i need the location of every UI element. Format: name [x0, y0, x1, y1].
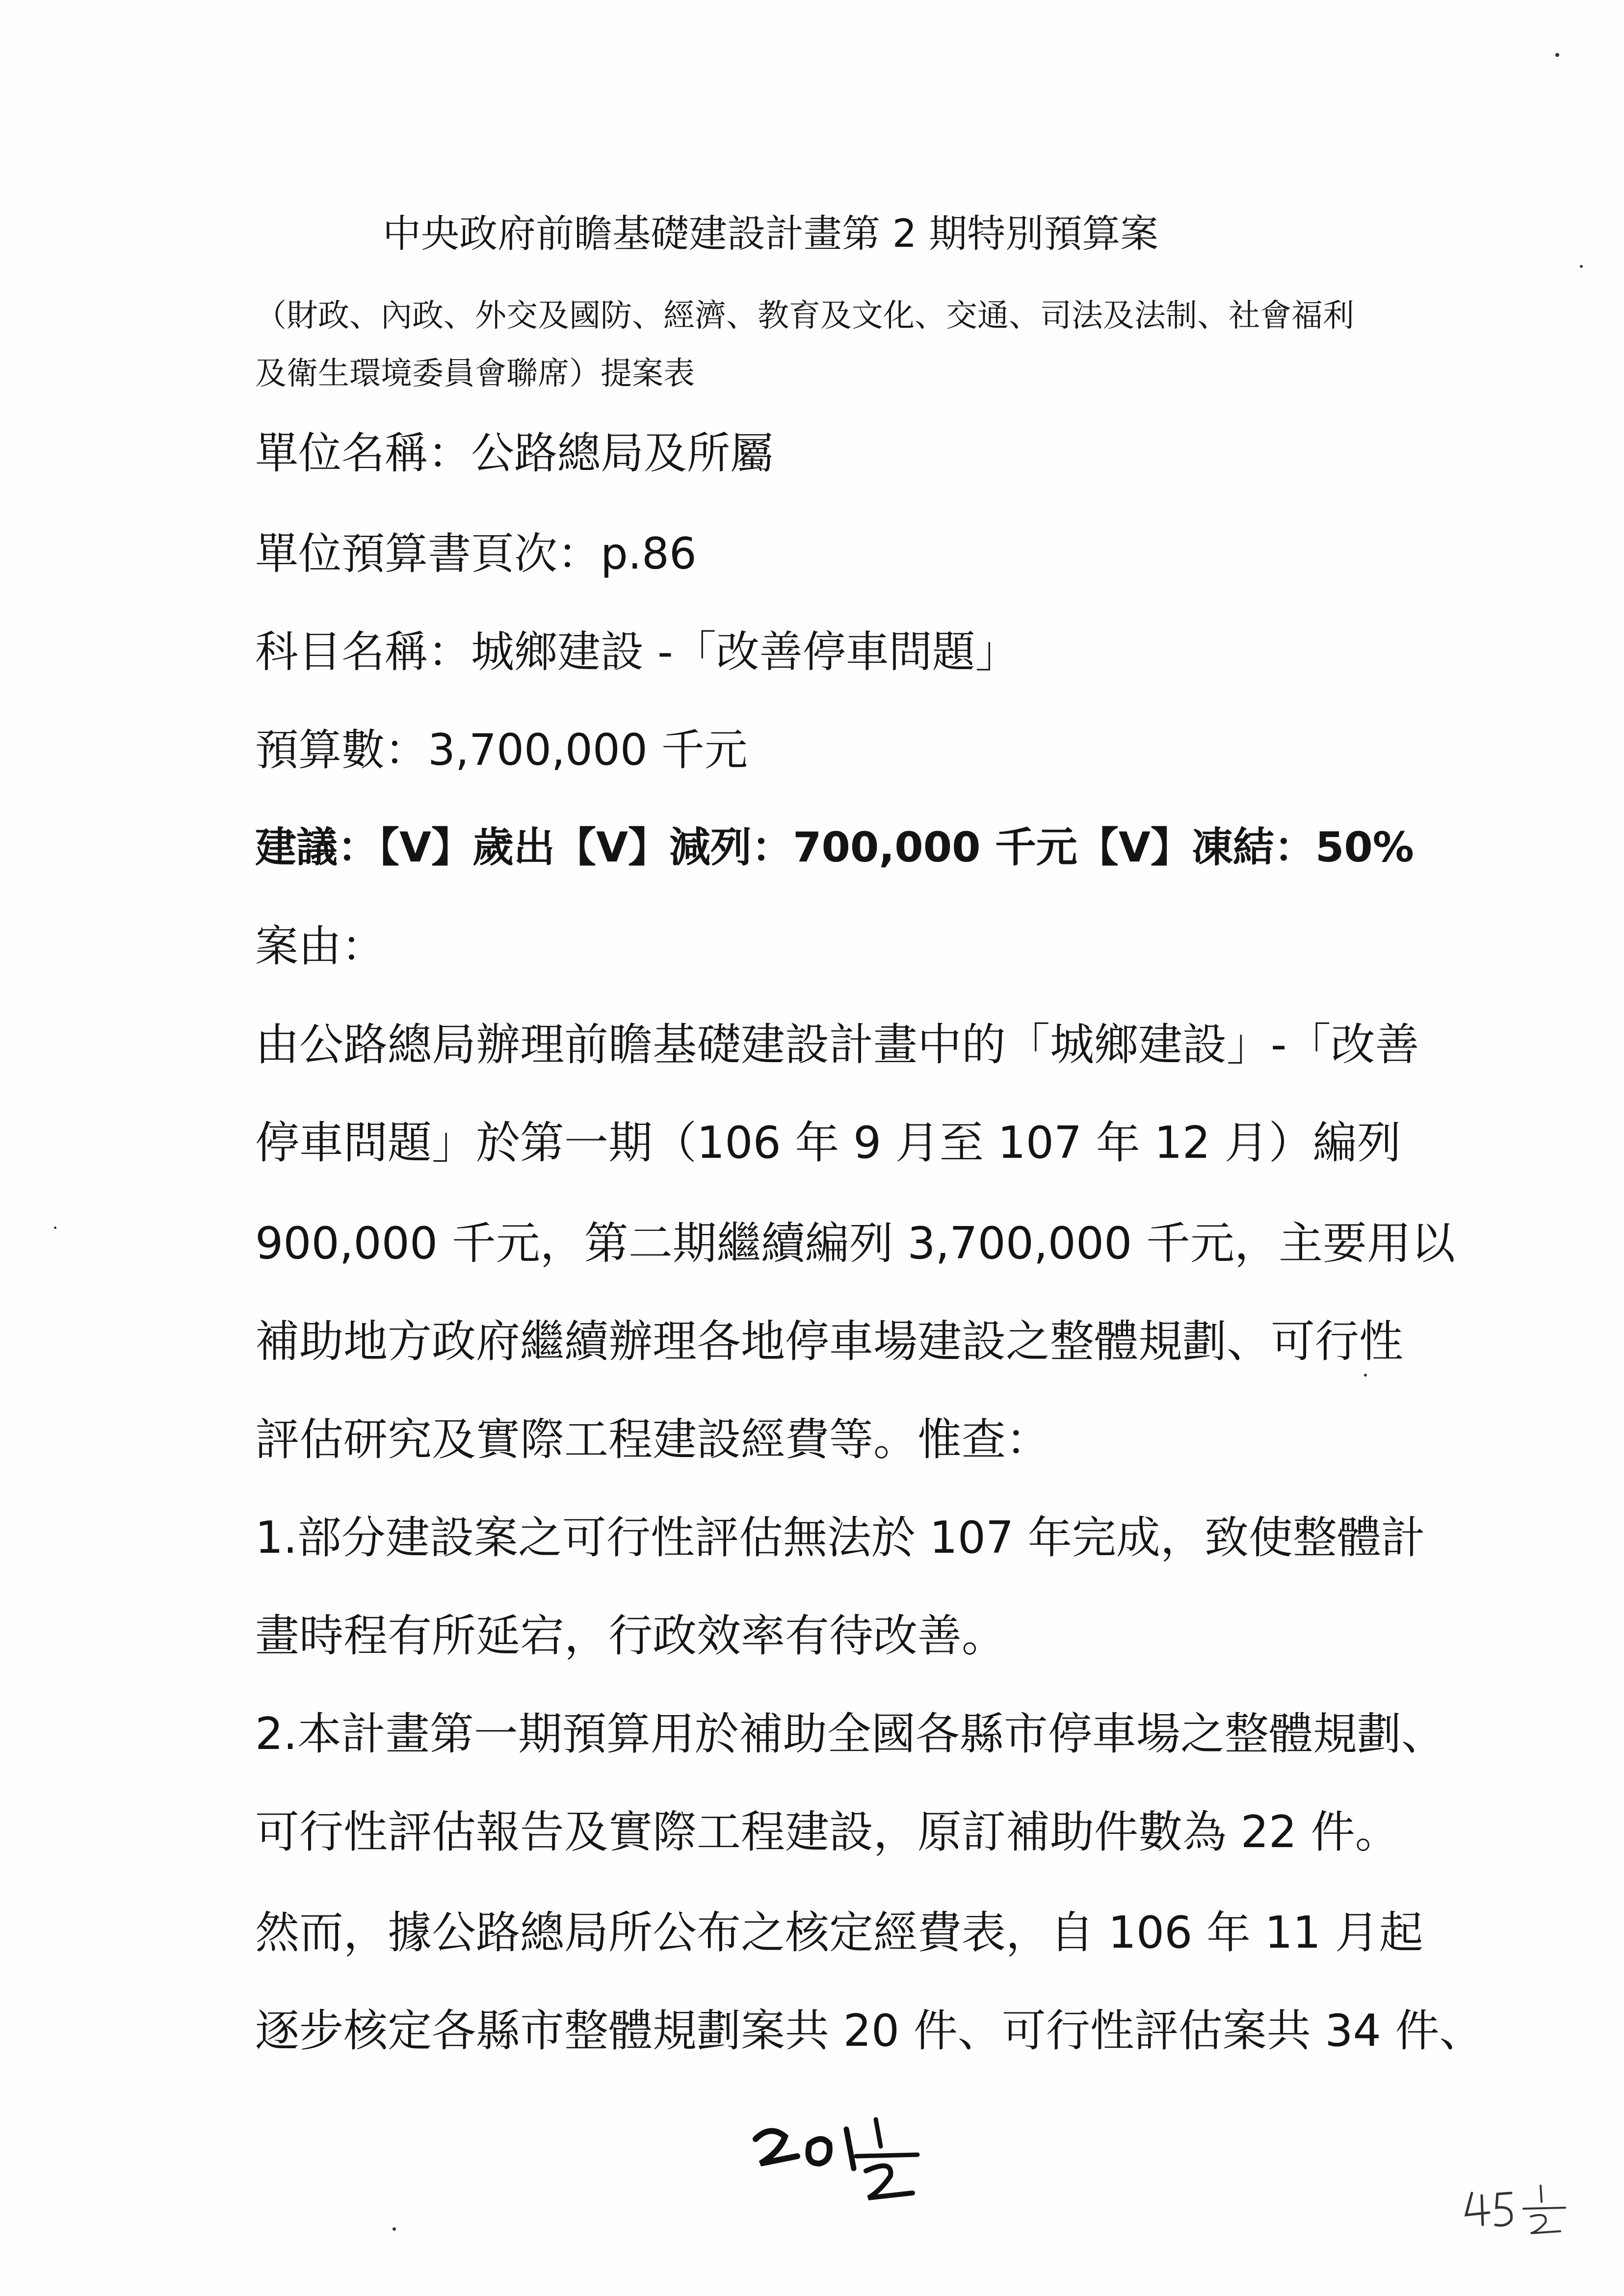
body-line: 逐步核定各縣市整體規劃案共 20 件、可行性評估案共 34 件、 [255, 2005, 1484, 2057]
body-line: 1.部分建設案之可行性評估無法於 107 年完成，致使整體計 [255, 1512, 1425, 1564]
scan-speck [1580, 265, 1583, 268]
handwritten-page-mark [1462, 2178, 1575, 2237]
committee-list-line1: （財政、內政、外交及國防、經濟、教育及文化、交通、司法及法制、社會福利 [255, 298, 1354, 334]
body-line: 2.本計畫第一期預算用於補助全國各縣市停車場之整體規劃、 [255, 1708, 1445, 1760]
body-line: 畫時程有所延宕，行政效率有待改善。 [255, 1610, 1006, 1662]
committee-list-line2: 及衛生環境委員會聯席）提案表 [255, 356, 695, 392]
handwritten-page-number [751, 2110, 937, 2208]
budget-page-field: 單位預算書頁次：p.86 [255, 528, 697, 579]
recommendation-field: 建議：【V】歲出【V】減列：700,000 千元【V】凍結：50% [255, 823, 1414, 871]
scan-speck [1555, 53, 1559, 57]
body-line: 然而，據公路總局所公布之核定經費表，自 106 年 11 月起 [255, 1907, 1423, 1958]
document-title: 中央政府前瞻基礎建設計畫第 2 期特別預算案 [383, 212, 1159, 256]
unit-name-field: 單位名稱：公路總局及所屬 [255, 428, 774, 478]
reason-label: 案由： [255, 921, 385, 971]
body-line: 停車問題」於第一期（106 年 9 月至 107 年 12 月）編列 [255, 1117, 1401, 1169]
body-line: 900,000 千元，第二期繼續編列 3,700,000 千元，主要用以 [255, 1218, 1456, 1269]
body-line: 可行性評估報告及實際工程建設，原訂補助件數為 22 件。 [255, 1806, 1399, 1858]
scan-speck [393, 2227, 396, 2231]
scan-speck [54, 1226, 56, 1229]
body-line: 補助地方政府繼續辦理各地停車場建設之整體規劃、可行性 [255, 1316, 1403, 1367]
subject-name-field: 科目名稱：城鄉建設 -「改善停車問題」 [255, 626, 1019, 677]
body-line: 由公路總局辦理前瞻基礎建設計畫中的「城鄉建設」-「改善 [255, 1019, 1419, 1070]
budget-amount-field: 預算數：3,700,000 千元 [255, 725, 748, 775]
scan-speck [1364, 1374, 1367, 1377]
body-line: 評估研究及實際工程建設經費等。惟查： [255, 1414, 1050, 1465]
